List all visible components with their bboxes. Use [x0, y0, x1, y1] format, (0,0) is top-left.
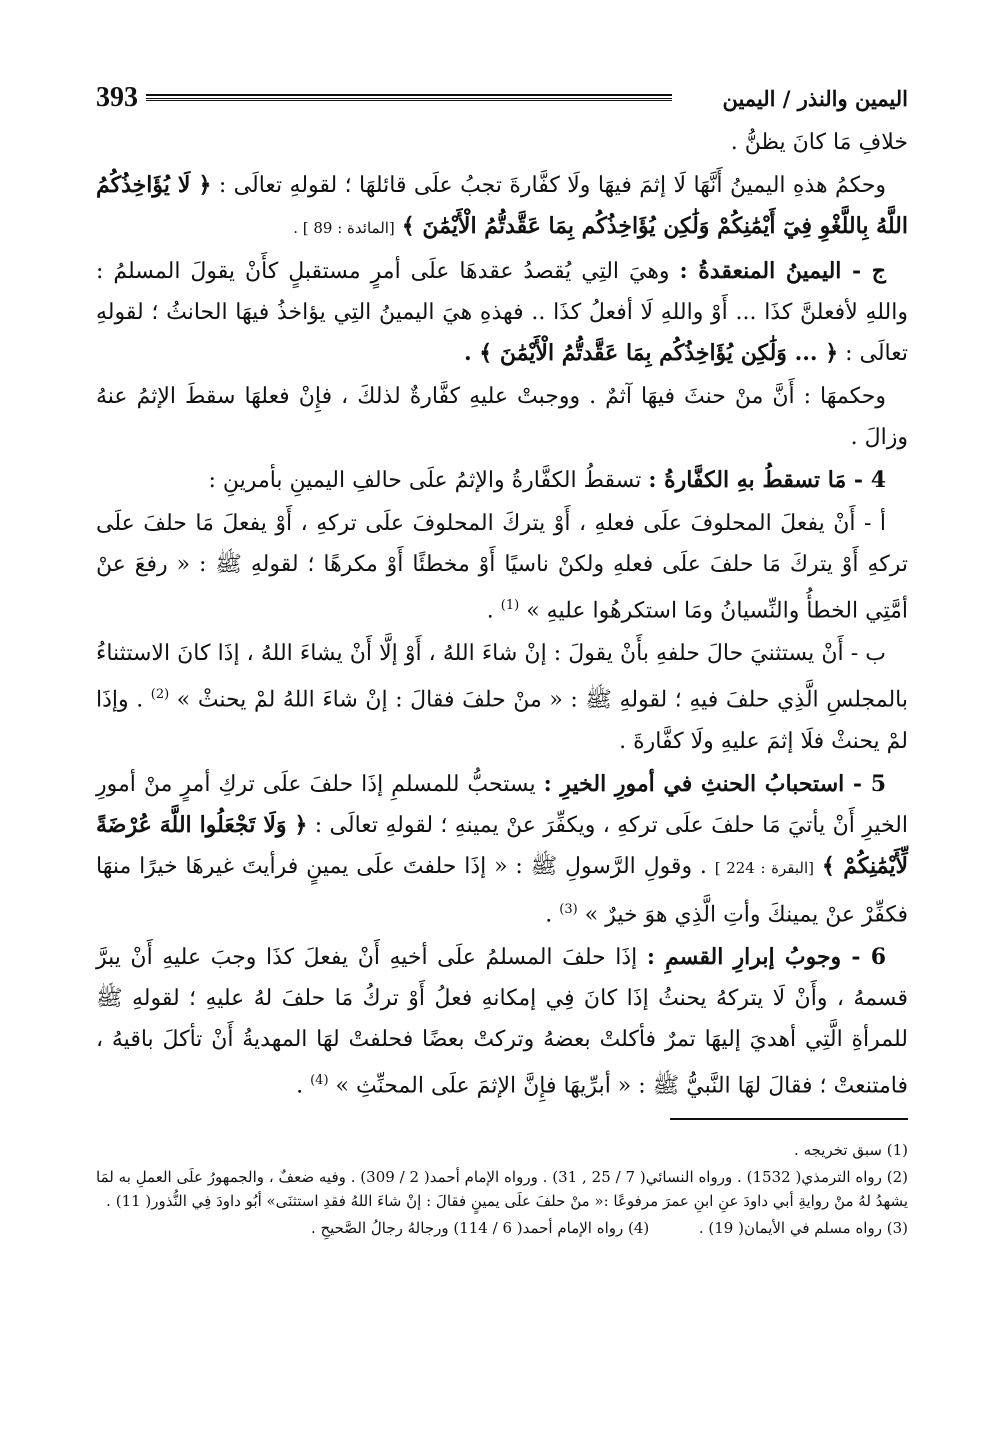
page-number: 393 — [96, 82, 138, 113]
paragraph: 4 - مَا تسقطُ بهِ الكفَّارةُ : تسقطُ الكفَّارةُ والإثمُ علَى حالفِ اليمينِ بأمرينِ : — [208, 467, 886, 493]
quran-verse: ﴿ وَلَا تَجْعَلُوا اللَّهَ عُرْضَةً لِّأَيْمَٰنِكُمْ ﴾ — [96, 811, 909, 879]
paragraph: أ - أَنْ يفعلَ المحلوفَ علَى فعلهِ ، أَوْ يتركَ المحلوفَ علَى تركهِ ، أَوْ يفعلَ مَا حلفَ علَى تركهِ أَوْ يتركَ مَا حلفَ علَى فعلهِ ولكنْ ناسيًا أَوْ مخطئًا أَوْ مكرهًا ؛ لقولهِ ﷺ : « رفعَ عنْ أمَّتِي الخطأُ والنِّسيانُ ومَا استكرهُوا عليهِ » $^{(1)}$ . — [96, 511, 908, 624]
running-title: اليمين والنذر / اليمين — [722, 86, 908, 111]
quran-verse: ﴿ ... وَلَٰكِن يُؤَاخِذُكُم بِمَا عَقَّدتُّمُ الْأَيْمَٰنَ ﴾ . — [463, 340, 839, 366]
header-rule — [146, 94, 672, 99]
paragraph: ج - اليمينُ المنعقدةُ : وهيَ التِي يُقصدُ عقدهَا علَى أمرٍ مستقبلٍ كأَنْ يقولَ المسلمُ : واللهِ لأفعلنَّ كذَا ... أَوْ واللهِ لَا أفعلُ كذَا .. فهذهِ هيَ اليمينُ التِي يؤاخذُ فيهَا الحانثُ ؛ لقولهِ تعالَى : ﴿ ... وَلَٰكِن يُؤَاخِذُكُم بِمَا عَقَّدتُّمُ الْأَيْمَٰنَ ﴾ . — [96, 258, 908, 366]
header-rule-thin — [146, 100, 672, 101]
footnote-row — [96, 1216, 908, 1240]
paragraph: 5 - استحبابُ الحنثِ في أمورِ الخيرِ : يستحبُّ للمسلمِ إذَا حلفَ علَى تركِ أمرٍ منْ أمورِ الخيرِ أَنْ يأتيَ مَا حلفَ علَى تركهِ ، ويكفِّرَ عنْ يمينهِ ؛ لقولهِ تعالَى : ﴿ وَلَا تَجْعَلُوا اللَّهَ عُرْضَةً لِّأَيْمَٰنِكُمْ ﴾ [البقرة : 224 ] . وقولِ الرَّسولِ ﷺ : « إذَا حلفتَ علَى يمينٍ فرأيتَ غيرهَا خيرًا منهَا فكفِّرْ عنْ يمينكَ وأتِ الَّذِي هوَ خيرٌ » $^{(3)}$ . — [96, 770, 909, 927]
section-heading: 6 - وجوبُ إبرارِ القسمِ : — [646, 943, 887, 970]
section-heading: 4 - مَا تسقطُ بهِ الكفَّارةُ : — [648, 467, 886, 493]
footnote-separator — [670, 1118, 908, 1120]
footnote-marker[interactable]: (2) — [150, 687, 170, 703]
verse-reference: [البقرة : 224 ] — [714, 858, 814, 877]
main-text — [96, 122, 908, 1106]
quran-verse: ﴿ لَا يُؤَاخِذُكُمُ اللَّهُ بِاللَّغْوِ فِيٓ أَيْمَٰنِكُمْ وَلَٰكِن يُؤَاخِذُكُم بِمَا عَقَّدتُّمُ الْأَيْمَٰنَ ﴾ — [96, 172, 908, 239]
paragraph: وحكمهَا : أَنَّ منْ حنثَ فيهَا آثمٌ . ووجبتْ عليهِ كفَّارةٌ لذلكَ ، فإِنْ فعلهَا سقطَ الإثمُ عنهُ وزالَ . — [96, 384, 908, 450]
footnotes — [96, 1138, 908, 1240]
footnote-1: (1) سبق تخريجه . — [794, 1141, 908, 1160]
footnote-2: (2) رواه الترمذي( 1532) . ورواه النسائي( 7 / 25 , 31) . ورواه الإمام أحمد( 2 / 309) . وفيه ضعفٌ ، والجمهورُ علَى العملِ به لمَا يشهدُ لهُ منْ روايةِ أبي داودَ عنِ ابنِ عمرَ مرفوعًا :« منْ حلفَ علَى يمينٍ فقالَ : إنْ شاءَ اللهُ فقدِ استثنَى» أبُو داودَ فِي النُّذور( 11) . — [96, 1168, 909, 1211]
footnote-marker[interactable]: (1) — [500, 598, 520, 613]
paragraph: خلافِ مَا كانَ يظنُّ . — [730, 130, 908, 155]
paragraph: ب - أَنْ يستثنيَ حالَ حلفهِ بأَنْ يقولَ : إنْ شاءَ اللهُ ، أَوْ إلَّا أَنْ يشاءَ اللهُ ، إذَا كانَ الاستثناءُ بالمجلسِ الَّذِي حلفَ فيهِ ؛ لقولهِ ﷺ : « منْ حلفَ فقالَ : إنْ شاءَ اللهُ لمْ يحنثْ » $^{(2)}$ . وإذَا لمْ يحنثْ فلَا إثمَ عليهِ ولَا كفَّارةَ . — [96, 641, 908, 754]
verse-reference: [المائدة : 89 ] . — [293, 219, 395, 237]
book-page — [96, 80, 908, 1243]
footnote-marker[interactable]: (4) — [310, 1072, 329, 1088]
paragraph: وحكمُ هذهِ اليمينُ أَنَّهَا لَا إثمَ فيهَا ولَا كفَّارةَ تجبُ علَى قائلهَا ؛ لقولهِ تعالَى : ﴿ لَا يُؤَاخِذُكُمُ اللَّهُ بِاللَّغْوِ فِيٓ أَيْمَٰنِكُمْ وَلَٰكِن يُؤَاخِذُكُم بِمَا عَقَّدتُّمُ الْأَيْمَٰنَ ﴾ [المائدة : 89 ] . — [96, 172, 908, 239]
section-term: ج - اليمينُ المنعقدةُ : — [679, 258, 886, 284]
section-heading: 5 - استحبابُ الحنثِ في أمورِ الخيرِ : — [543, 770, 886, 797]
footnote-4: (4) رواه الإمام أحمد( 6 / 114) ورجالهُ رجالُ الصَّحيحِ . — [310, 1219, 650, 1238]
paragraph: 6 - وجوبُ إبرارِ القسمِ : إذَا حلفَ المسلمُ علَى أخيهِ أَنْ يفعلَ كذَا وجبَ عليهِ أَنْ يبرَّ قسمهُ ، وأَنْ لَا يتركهُ يحنثُ إذَا كانَ فِي إمكانهِ فعلُ أَوْ تركُ مَا حلفَ لهُ عليهِ ؛ لقولهِ ﷺ للمرأةِ الَّتِي أهديَ إليهَا تمرٌ فأكلتْ بعضهُ وتركتْ بعضًا فحلفتْ لهَا المهديةُ أَنْ تأكلَ باقيهُ ، فامتنعتْ ؛ فقالَ لهَا النَّبيُّ ﷺ : « أبرِّيهَا فإِنَّ الإثمَ علَى المحنِّثِ » $^{(4)}$ . — [96, 943, 908, 1099]
footnote-marker[interactable]: (3) — [559, 901, 578, 917]
page-header — [96, 80, 908, 122]
footnote-3: (3) رواه مسلم في الأيمان( 19) . — [698, 1219, 908, 1238]
